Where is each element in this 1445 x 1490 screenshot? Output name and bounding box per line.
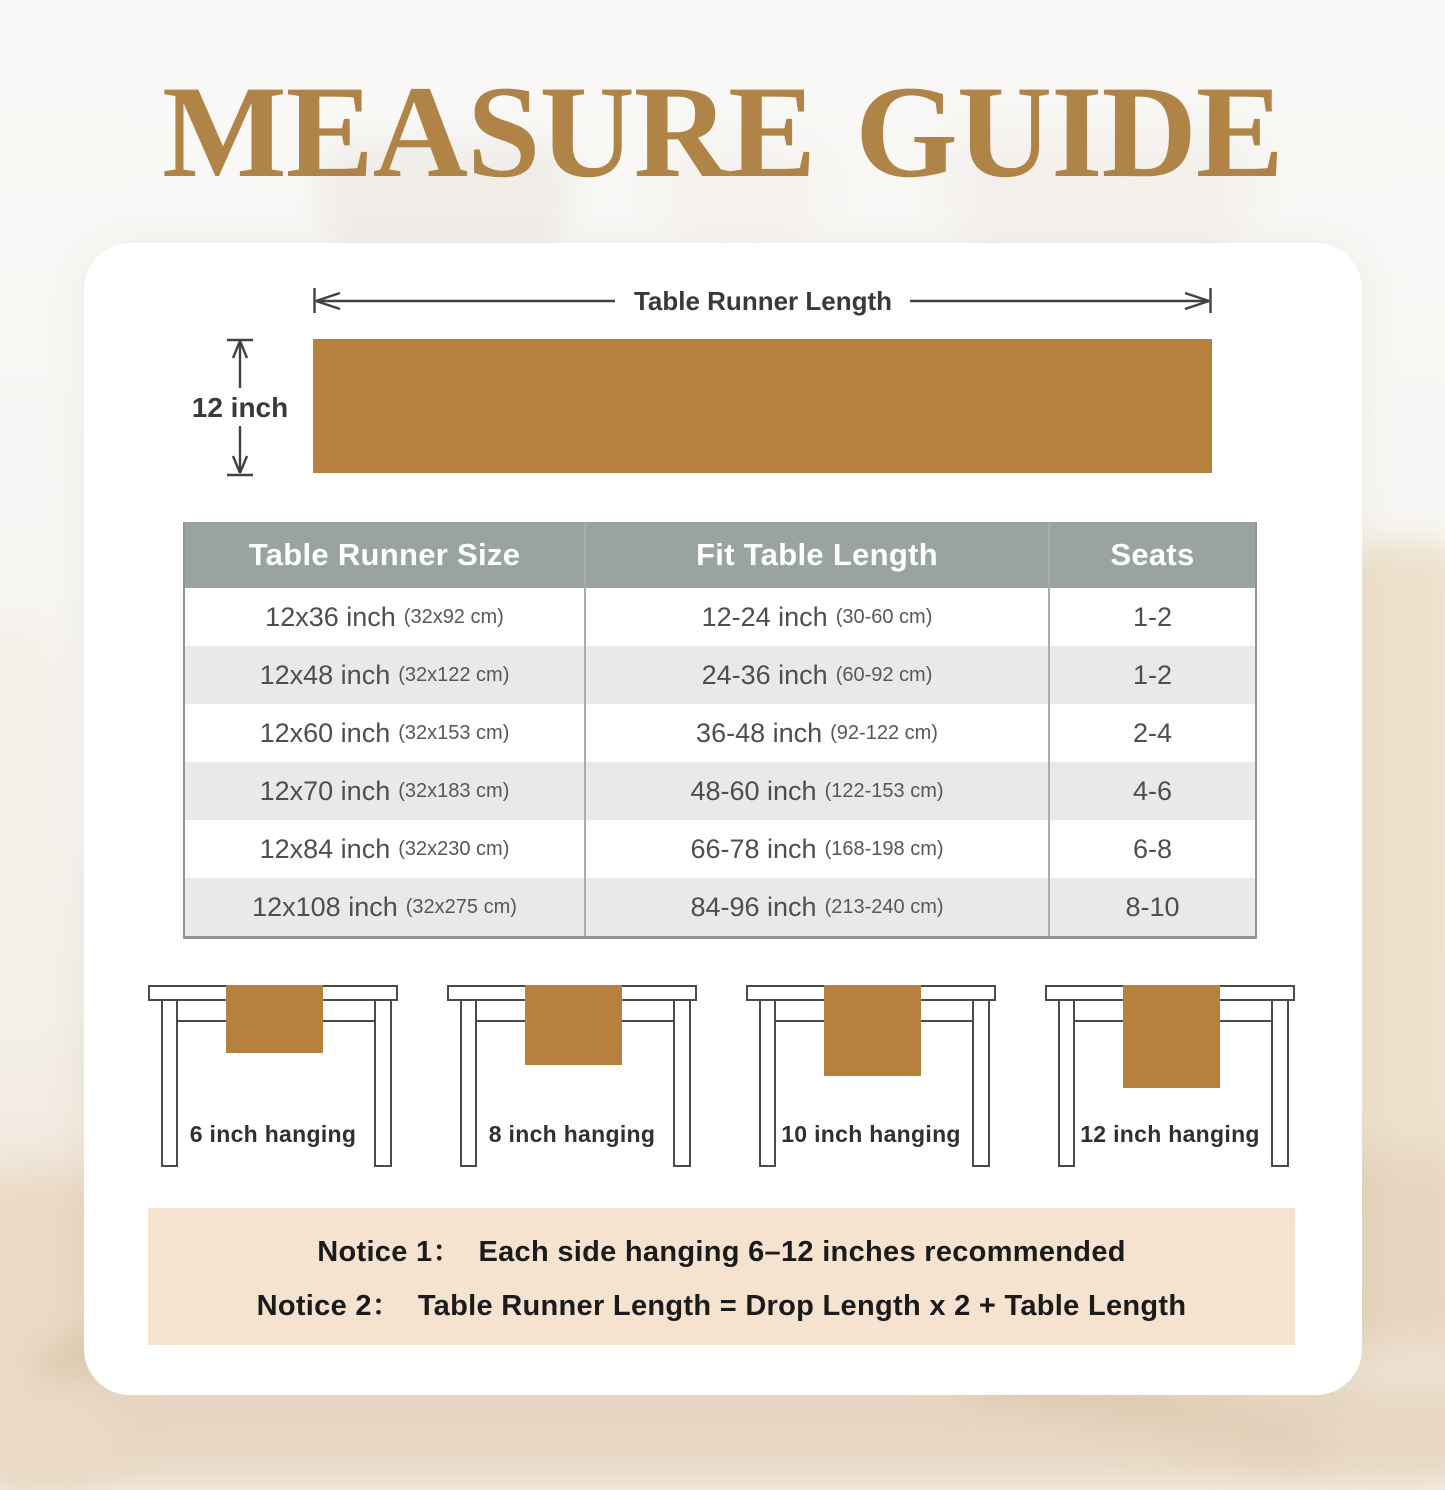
notice-box: [148, 1208, 1295, 1345]
cell-fit: 48-60 inch (122-153 cm): [584, 762, 1048, 820]
cell-fit: 66-78 inch (168-198 cm): [584, 820, 1048, 878]
runner-swatch: [313, 339, 1212, 473]
notice-line-1: Notice 1： Each side hanging 6–12 inches recommended: [317, 1236, 1126, 1268]
runner-drape: [525, 985, 622, 1065]
cell-seats: 6-8: [1048, 820, 1255, 878]
hanging-label: 10 inch hanging: [781, 1121, 961, 1147]
cell-size: 12x48 inch (32x122 cm): [259, 659, 510, 690]
cell-fit: 12-24 inch (30-60 cm): [584, 588, 1048, 646]
table-row: [185, 878, 1255, 936]
cell-seats: 1-2: [1048, 646, 1255, 704]
cell-fit: 84-96 inch (213-240 cm): [584, 878, 1048, 936]
runner-drape: [1123, 985, 1220, 1088]
table-row: [185, 588, 1255, 646]
table-illustration: [746, 985, 996, 1180]
table-row: [185, 646, 1255, 704]
runner-drape: [226, 985, 323, 1053]
cell-fit: 36-48 inch (92-122 cm): [584, 704, 1048, 762]
cell-size: 12x60 inch (32x153 cm): [259, 717, 510, 748]
table-row: [185, 704, 1255, 762]
table-illustration: [447, 985, 697, 1180]
cell-size: 12x70 inch (32x183 cm): [259, 775, 510, 806]
cell-seats: 8-10: [1048, 878, 1255, 936]
table-row: [185, 762, 1255, 820]
notice-line-2: Notice 2： Table Runner Length = Drop Length x 2 + Table Length: [256, 1290, 1187, 1322]
column-header-runner-size: Table Runner Size: [248, 537, 521, 572]
table-illustration: [148, 985, 398, 1180]
cell-seats: 4-6: [1048, 762, 1255, 820]
column-header-fit-length: Fit Table Length: [584, 522, 1048, 588]
table-illustration: [1045, 985, 1295, 1180]
cell-fit: 24-36 inch (60-92 cm): [584, 646, 1048, 704]
hanging-label: 8 inch hanging: [488, 1121, 656, 1147]
cell-size: 12x84 inch (32x230 cm): [259, 833, 510, 864]
cell-size: 12x36 inch (32x92 cm): [265, 601, 504, 632]
width-arrow-label: 12 inch: [191, 392, 289, 423]
cell-seats: 2-4: [1048, 704, 1255, 762]
size-table-header: [185, 522, 1255, 588]
cell-seats: 1-2: [1048, 588, 1255, 646]
table-row: [185, 820, 1255, 878]
cell-size: 12x108 inch (32x275 cm): [252, 891, 517, 922]
page-title: MEASURE GUIDE: [162, 58, 1283, 205]
bg-blur-shape: [0, 620, 60, 1040]
column-header-seats: Seats: [1048, 522, 1255, 588]
size-table: [183, 522, 1257, 939]
measure-card: [84, 243, 1362, 1395]
hanging-label: 12 inch hanging: [1080, 1121, 1260, 1147]
runner-drape: [824, 985, 921, 1076]
hanging-label: 6 inch hanging: [189, 1121, 357, 1147]
length-arrow-label: Table Runner Length: [633, 286, 893, 316]
